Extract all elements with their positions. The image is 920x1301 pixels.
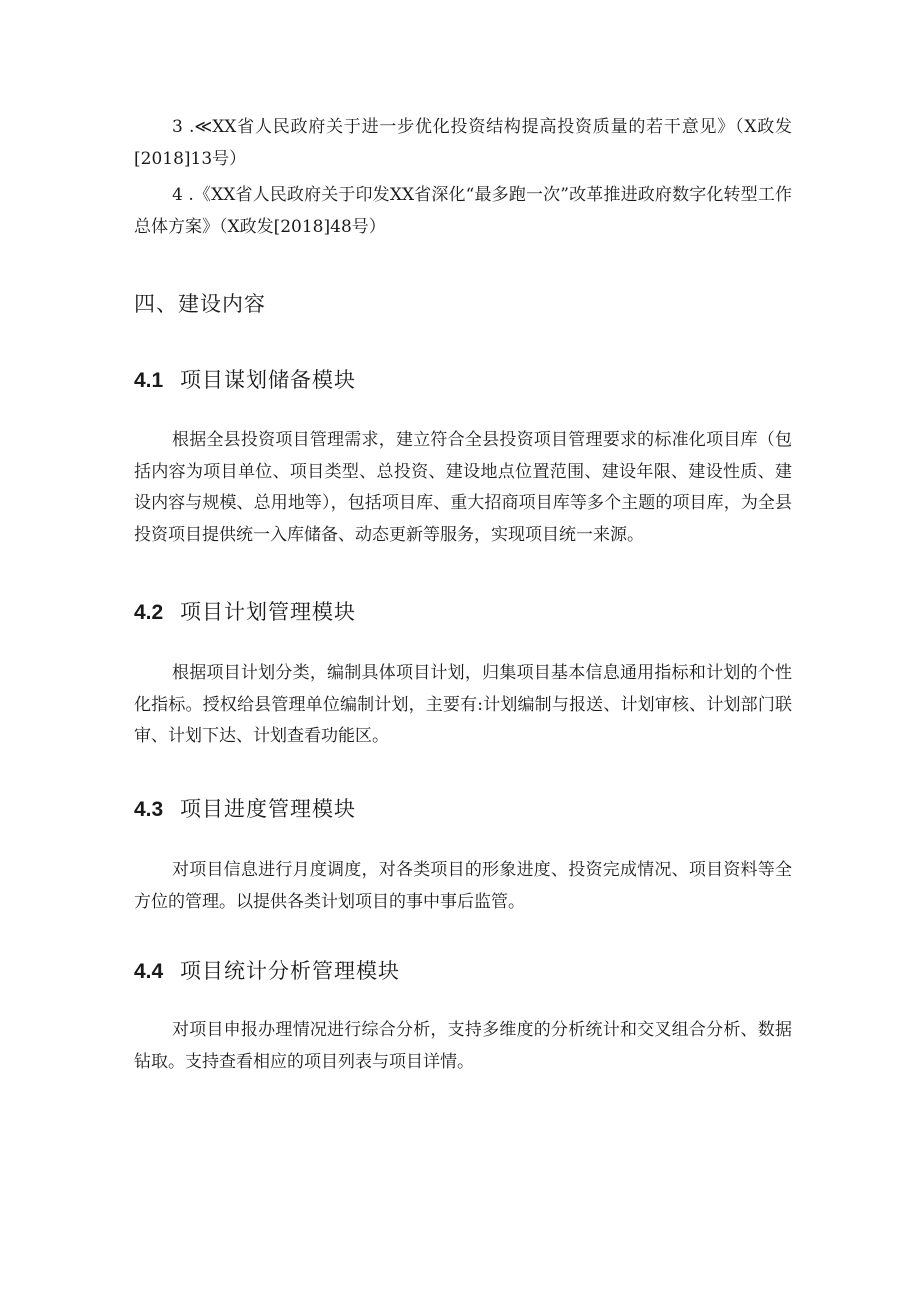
subsection-heading-4-4 bbox=[134, 955, 400, 988]
subsection-number: 4.1 bbox=[134, 369, 164, 392]
subsection-number: 4.4 bbox=[134, 960, 164, 983]
subsection-body-4-3: 对项目信息进行月度调度，对各类项目的形象进度、投资完成情况、项目资料等全方位的管理。以提供各类计划项目的事中事后监管。 bbox=[134, 860, 792, 912]
subsection-title: 项目计划管理模块 bbox=[180, 600, 356, 624]
subsection-heading-4-3 bbox=[134, 793, 356, 826]
subsection-number: 4.2 bbox=[134, 601, 164, 624]
reference-item-4: 4 .《XX省人民政府关于印发XX省深化“最多跑一次”改革推进政府数字化转型工作总体方案》（X政发[2018]48号） bbox=[134, 185, 792, 237]
subsection-title: 项目进度管理模块 bbox=[180, 797, 356, 821]
reference-item-3: 3 .≪XX省人民政府关于进一步优化投资结构提高投资质量的若干意见》（X政发[2018]13号） bbox=[134, 117, 792, 169]
subsection-title: 项目统计分析管理模块 bbox=[180, 959, 400, 983]
subsection-title: 项目谋划储备模块 bbox=[180, 368, 356, 392]
subsection-body-4-2: 根据项目计划分类，编制具体项目计划，归集项目基本信息通用指标和计划的个性化指标。授权给县管理单位编制计划，主要有:计划编制与报送、计划审核、计划部门联审、计划下达、计划查看功能区。 bbox=[134, 663, 792, 746]
section-heading: 四、建设内容 bbox=[134, 292, 266, 316]
subsection-body-4-4: 对项目申报办理情况进行综合分析，支持多维度的分析统计和交叉组合分析、数据钻取。支持查看相应的项目列表与项目详情。 bbox=[134, 1020, 792, 1072]
subsection-heading-4-2 bbox=[134, 596, 356, 629]
subsection-body-4-1: 根据全县投资项目管理需求，建立符合全县投资项目管理要求的标准化项目库（包括内容为项目单位、项目类型、总投资、建设地点位置范围、建设年限、建设性质、建设内容与规模、总用地等），包括项目库、重大招商项目库等多个主题的项目库，为全县投资项目提供统一入库储备、动态更新等服务，实现项目统一来源。 bbox=[134, 430, 792, 545]
subsection-number: 4.3 bbox=[134, 798, 164, 821]
subsection-heading-4-1 bbox=[134, 364, 356, 397]
